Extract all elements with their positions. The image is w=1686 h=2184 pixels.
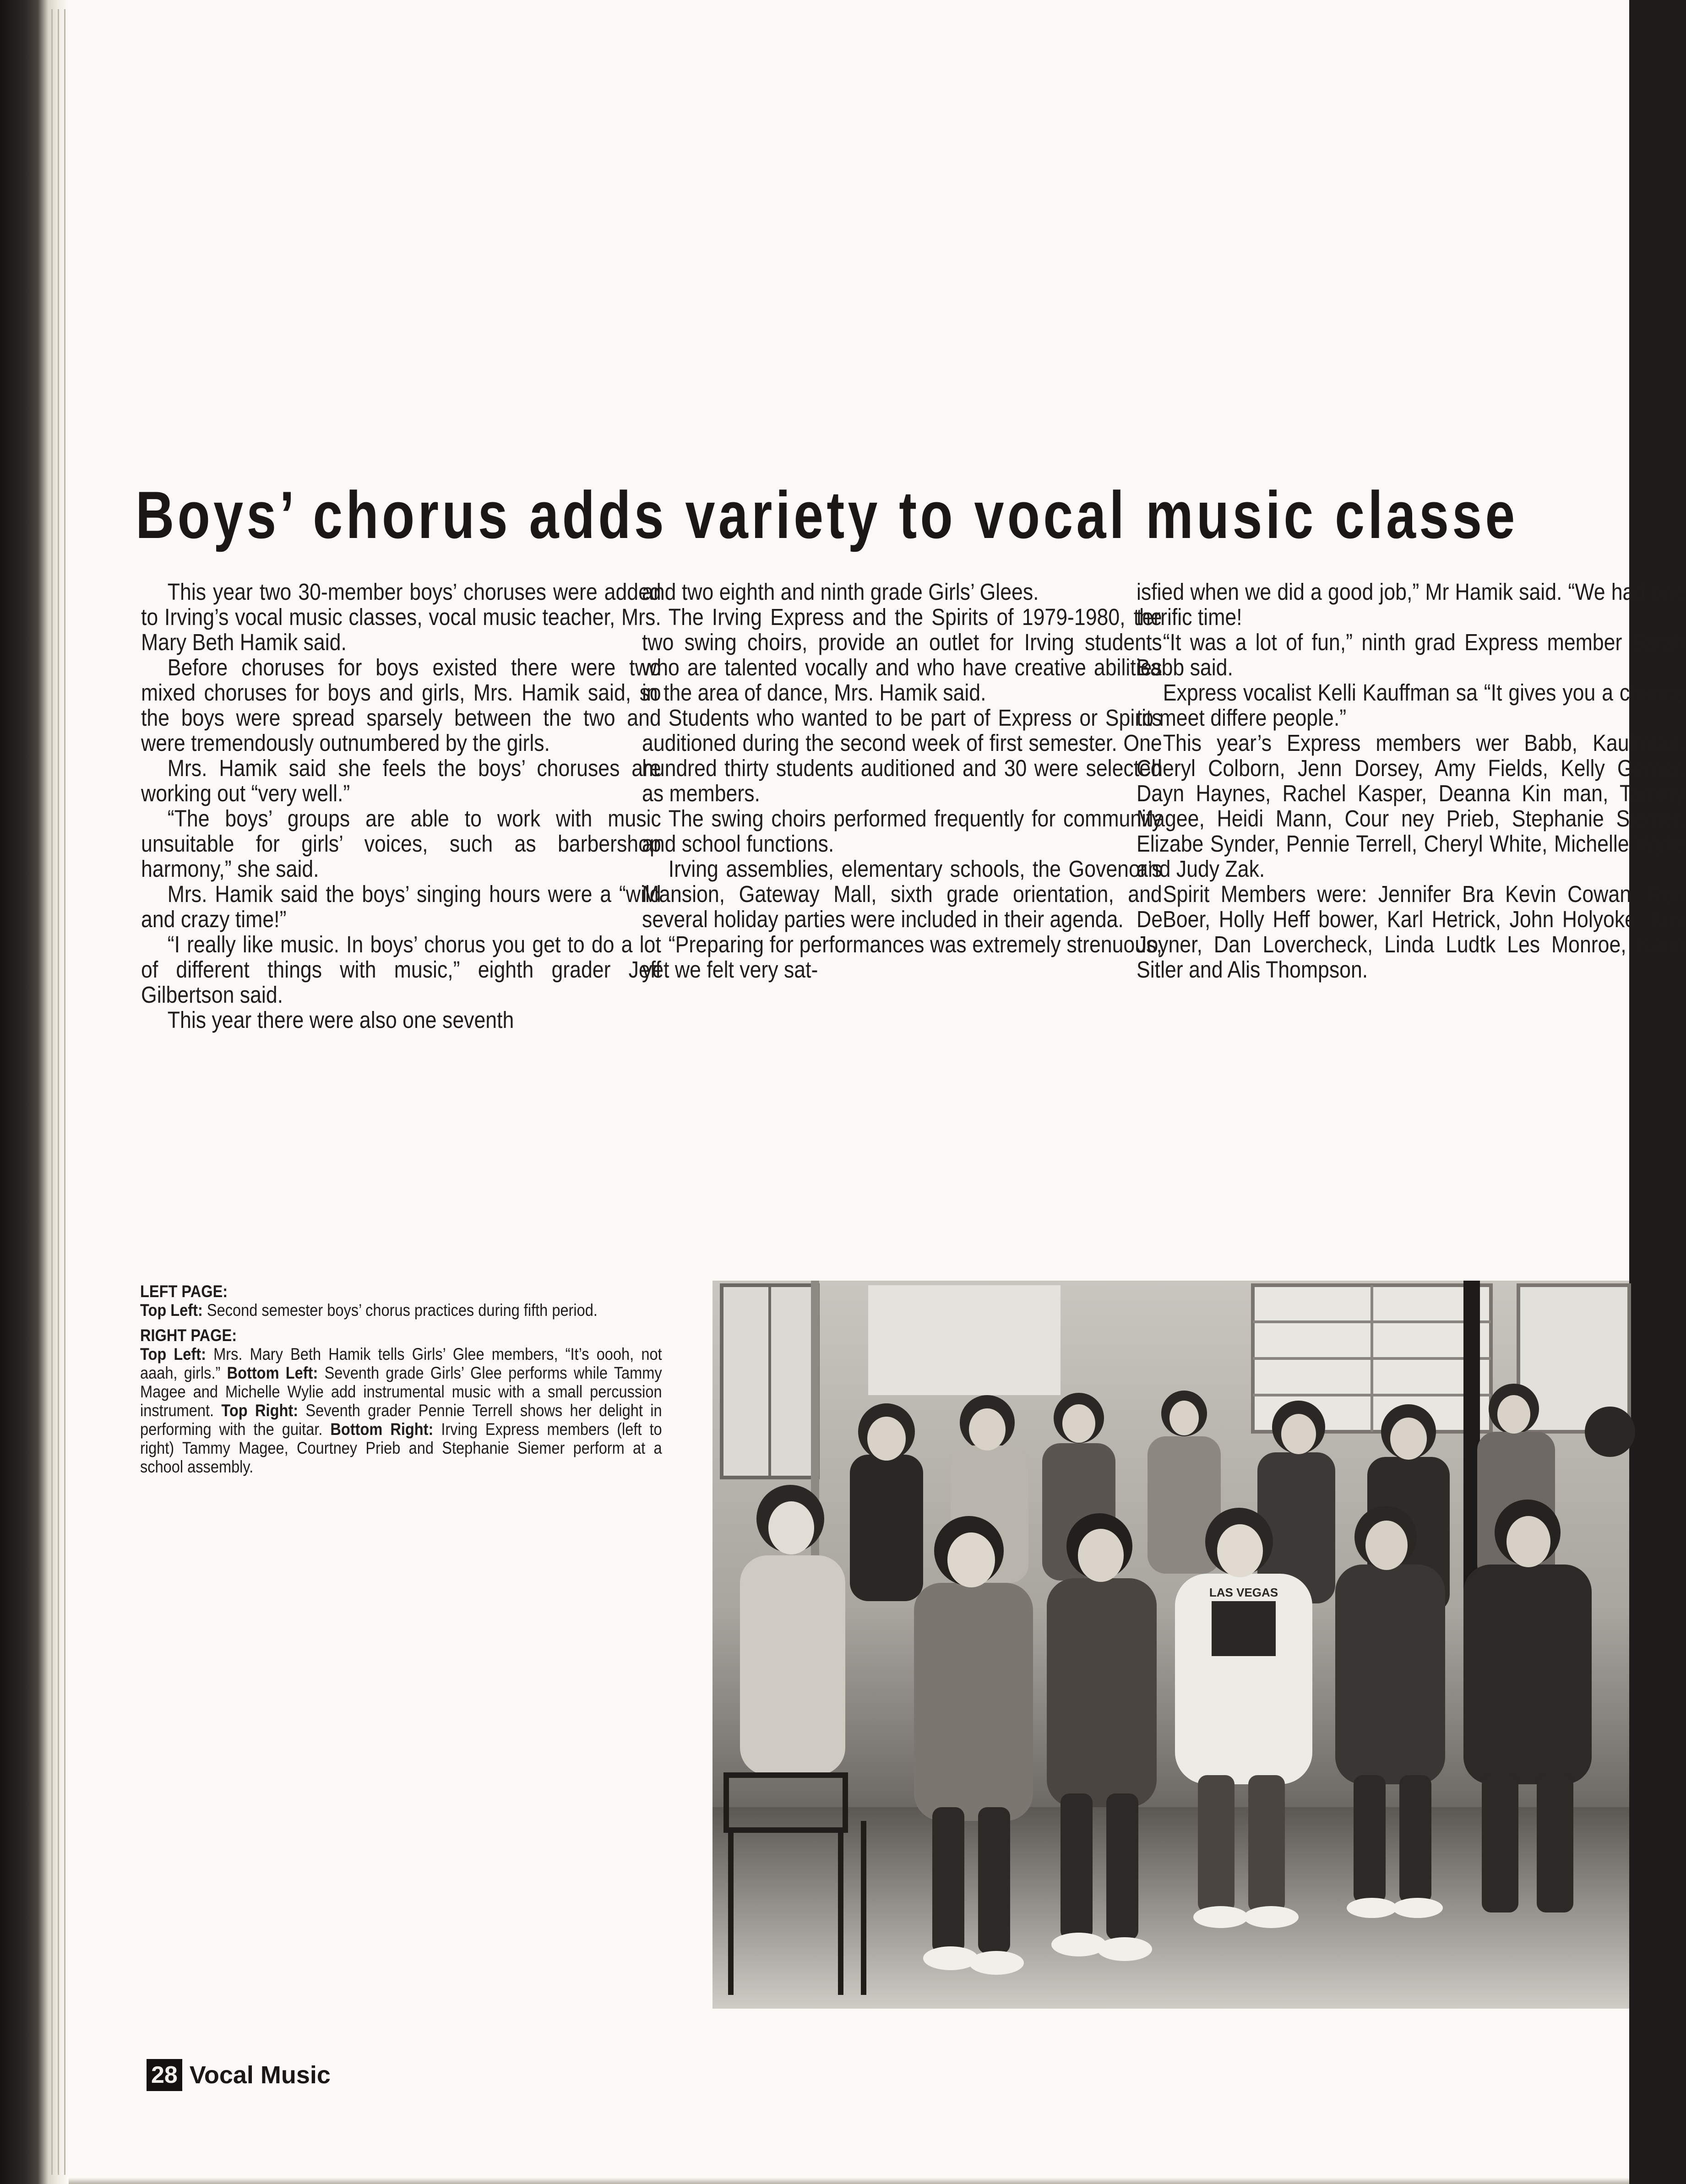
paragraph: This year’s Express members wer Babb, Kauffman, Cheryl Colborn, Jenn Dorsey, Amy Fields, Kelly Gerner, Dayn Haynes, Rachel Kasper, Deanna Kin man, Tammy Magee, Heidi Mann, Cour ney Prieb, Stephanie Siemer, Elizabe Synder, Pennie Terrell, Cheryl White, Michelle Wylie and Judy Zak. (1137, 730, 1686, 882)
paragraph: Before choruses for boys existed there were two mixed choruses for boys and girls, Mrs. Hamik said, so the boys were spread sparsely between the two and were tremendously outnumbered by the girls. (141, 654, 661, 756)
paragraph: Mrs. Hamik said she feels the boys’ choruses are working out “very well.” (141, 755, 661, 806)
paragraph: and two eighth and ninth grade Girls’ Glees. (642, 579, 1039, 605)
paragraph: “The boys’ groups are able to work with music unsuitable for girls’ voices, such as barbershop harmony,” she said. (141, 805, 661, 882)
paragraph: Express vocalist Kelli Kauffman sa “It gives you a chance to meet differe people.” (1137, 679, 1686, 731)
paragraph: Mrs. Hamik said the boys’ singing hours were a “wild and crazy time!” (141, 881, 661, 932)
page-headline: Boys’ chorus adds variety to vocal music classe (136, 478, 1518, 552)
page-bottom-edge (69, 2178, 1629, 2184)
paragraph: The Irving Express and the Spirits of 1979-1980, the two swing choirs, provide an outlet for Irving students who are talented vocally and who have creative abilities in the area of dance, Mrs. Hamik said. (642, 604, 1162, 706)
page-edge (58, 9, 59, 2175)
paragraph: isfied when we did a good job,” Mr Hamik said. “We had one terrific time! (1137, 579, 1686, 630)
page-number: 28 (147, 2059, 182, 2091)
chorus-photo (712, 1281, 1629, 2009)
article-column-2 (642, 579, 1162, 982)
paragraph: Spirit Members were: Jennifer Bra Kevin Cowan, Ron DeBoer, Holly Heff bower, Karl Hetrick, John Holyoke, Kris Joyner, Dan Lovercheck, Linda Ludtk Les Monroe, Karin Sitler and Alis Thompson. (1137, 881, 1686, 983)
chorus-photo-image (712, 1281, 1629, 2009)
paragraph: “I really like music. In boys’ chorus you get to do a lot of different things with music,” eighth grader Jeff Gilbertson said. (141, 931, 661, 1008)
article-column-3 (1137, 579, 1686, 1229)
paragraph: This year two 30-member boys’ choruses were added to Irving’s vocal music classes, vocal music teacher, Mrs. Mary Beth Hamik said. (141, 579, 661, 655)
section-title: Vocal Music (189, 2061, 331, 2089)
page-edge (64, 9, 65, 2175)
photo-captions (140, 1282, 662, 1483)
shirt-text: LAS VEGAS (1209, 1586, 1278, 1599)
caption-right: Top Left: Mrs. Mary Beth Hamik tells Girls’ Glee members, “It’s oooh, not aaah, girls.” Bottom Left: Seventh grade Girls’ Glee performs while Tammy Magee and Michelle Wylie add instrumental music with a small percussion instrument. Top Right: Seventh grader Pennie Terrell shows her delight in performing with the guitar. Bottom Right: Irving Express members (left to right) Tammy Magee, Courtney Prieb and Stephanie Siemer perform at a school assembly. (140, 1345, 662, 1476)
paragraph: This year there were also one seventh (167, 1007, 514, 1033)
page-edge (51, 9, 53, 2175)
caption-heading-left: LEFT PAGE: (140, 1282, 228, 1301)
caption-left: Top Left: Second semester boys’ chorus practices during fifth period. (140, 1301, 598, 1320)
paragraph: “It was a lot of fun,” ninth grad Express member Sarah Babb said. (1137, 629, 1686, 680)
caption-heading-right: RIGHT PAGE: (140, 1326, 237, 1345)
article-column-1 (141, 579, 661, 1032)
paragraph: Students who wanted to be part of Express or Spirits auditioned during the second week of first semester. One hundred thirty students auditioned and 30 were selected as members. (642, 705, 1162, 806)
paragraph: The swing choirs performed frequently for community and school functions. (642, 805, 1162, 857)
page-folio (147, 2057, 331, 2093)
paragraph: “Preparing for performances was extremely strenuous, yet we felt very sat- (642, 931, 1162, 983)
paragraph: Irving assemblies, elementary schools, the Govenor’s Mansion, Gateway Mall, sixth grade orientation, and several holiday parties were included in their agenda. (642, 856, 1162, 932)
